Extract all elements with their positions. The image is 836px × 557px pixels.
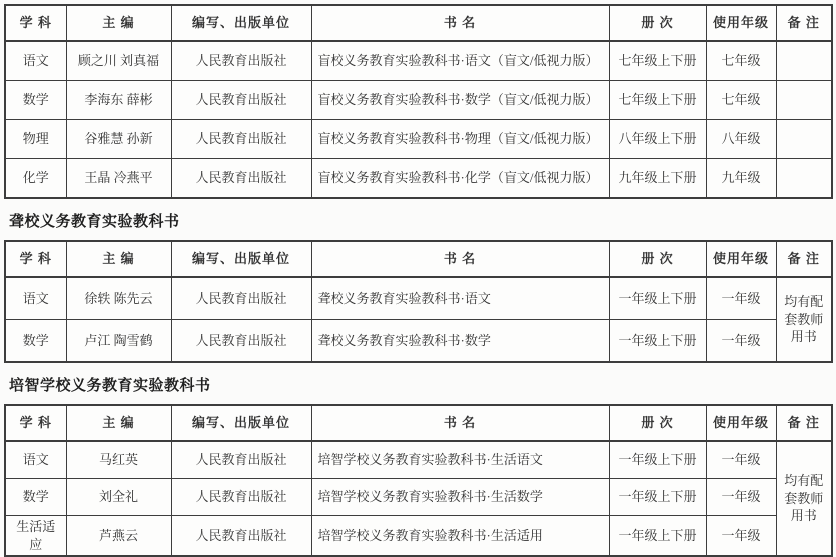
column-header-1: 主 编 [66, 405, 171, 441]
cell-volumes: 一年级上下册 [609, 479, 706, 516]
cell-grade: 一年级 [706, 441, 776, 479]
cell-editors: 卢江 陶雪鹤 [66, 320, 171, 363]
header-row [5, 405, 832, 441]
column-header-4: 册 次 [609, 5, 706, 41]
cell-subject: 数学 [5, 320, 66, 363]
deaf-school-section-title: 聋校义务教育实验教科书 [9, 213, 180, 230]
cell-publisher: 人民教育出版社 [171, 516, 311, 557]
cell-book: 培智学校义务教育实验教科书·生活语文 [311, 441, 609, 479]
tables-wrap [4, 4, 832, 557]
cell-grade: 八年级 [706, 120, 776, 159]
cell-volumes: 七年级上下册 [609, 81, 706, 120]
cell-subject: 生活适应 [5, 516, 66, 557]
intellectual-disability-school-textbook-table [4, 404, 833, 557]
blind-school-textbook-table [4, 4, 833, 199]
column-header-3: 书 名 [311, 241, 609, 277]
column-header-0: 学 科 [5, 5, 66, 41]
cell-editors: 刘全礼 [66, 479, 171, 516]
column-header-5: 使用年级 [706, 405, 776, 441]
cell-remark-merged: 均有配套教师用书 [776, 277, 832, 362]
table-row [5, 277, 832, 320]
cell-remark [776, 159, 832, 199]
table-row [5, 320, 832, 363]
cell-subject: 语文 [5, 41, 66, 81]
cell-subject: 语文 [5, 277, 66, 320]
column-header-4: 册 次 [609, 241, 706, 277]
column-header-1: 主 编 [66, 5, 171, 41]
intellectual-disability-school-section-title: 培智学校义务教育实验教科书 [9, 377, 211, 394]
table-row [5, 516, 832, 557]
column-header-0: 学 科 [5, 241, 66, 277]
column-header-2: 编写、出版单位 [171, 405, 311, 441]
cell-publisher: 人民教育出版社 [171, 320, 311, 363]
cell-book: 盲校义务教育实验教科书·物理（盲文/低视力版） [311, 120, 609, 159]
column-header-2: 编写、出版单位 [171, 241, 311, 277]
header-row [5, 5, 832, 41]
cell-remark-merged: 均有配套教师用书 [776, 441, 832, 556]
cell-publisher: 人民教育出版社 [171, 120, 311, 159]
cell-book: 聋校义务教育实验教科书·数学 [311, 320, 609, 363]
cell-editors: 马红英 [66, 441, 171, 479]
column-header-5: 使用年级 [706, 5, 776, 41]
cell-book: 盲校义务教育实验教科书·化学（盲文/低视力版） [311, 159, 609, 199]
cell-editors: 芦燕云 [66, 516, 171, 557]
column-header-1: 主 编 [66, 241, 171, 277]
column-header-6: 备 注 [776, 5, 832, 41]
column-header-0: 学 科 [5, 405, 66, 441]
column-header-3: 书 名 [311, 405, 609, 441]
cell-publisher: 人民教育出版社 [171, 441, 311, 479]
column-header-6: 备 注 [776, 241, 832, 277]
deaf-school-textbook-table [4, 240, 833, 363]
table-row [5, 441, 832, 479]
cell-publisher: 人民教育出版社 [171, 277, 311, 320]
cell-grade: 一年级 [706, 320, 776, 363]
cell-book: 盲校义务教育实验教科书·语文（盲文/低视力版） [311, 41, 609, 81]
table-row [5, 81, 832, 120]
cell-volumes: 一年级上下册 [609, 516, 706, 557]
cell-grade: 七年级 [706, 41, 776, 81]
cell-publisher: 人民教育出版社 [171, 159, 311, 199]
cell-grade: 一年级 [706, 479, 776, 516]
cell-volumes: 一年级上下册 [609, 277, 706, 320]
cell-editors: 李海东 薛彬 [66, 81, 171, 120]
column-header-4: 册 次 [609, 405, 706, 441]
header-row [5, 241, 832, 277]
cell-book: 培智学校义务教育实验教科书·生活数学 [311, 479, 609, 516]
cell-book: 聋校义务教育实验教科书·语文 [311, 277, 609, 320]
cell-grade: 一年级 [706, 277, 776, 320]
cell-editors: 王晶 冷燕平 [66, 159, 171, 199]
cell-editors: 顾之川 刘真福 [66, 41, 171, 81]
cell-volumes: 九年级上下册 [609, 159, 706, 199]
cell-book: 盲校义务教育实验教科书·数学（盲文/低视力版） [311, 81, 609, 120]
column-header-3: 书 名 [311, 5, 609, 41]
cell-subject: 语文 [5, 441, 66, 479]
table-row [5, 479, 832, 516]
cell-grade: 七年级 [706, 81, 776, 120]
cell-remark [776, 41, 832, 81]
cell-subject: 物理 [5, 120, 66, 159]
cell-editors: 徐轶 陈先云 [66, 277, 171, 320]
cell-editors: 谷雅慧 孙新 [66, 120, 171, 159]
cell-subject: 化学 [5, 159, 66, 199]
cell-grade: 一年级 [706, 516, 776, 557]
cell-volumes: 一年级上下册 [609, 320, 706, 363]
cell-book: 培智学校义务教育实验教科书·生活适用 [311, 516, 609, 557]
cell-publisher: 人民教育出版社 [171, 41, 311, 81]
cell-publisher: 人民教育出版社 [171, 81, 311, 120]
cell-subject: 数学 [5, 479, 66, 516]
table-row [5, 41, 832, 81]
column-header-6: 备 注 [776, 405, 832, 441]
cell-grade: 九年级 [706, 159, 776, 199]
cell-remark [776, 120, 832, 159]
cell-volumes: 七年级上下册 [609, 41, 706, 81]
cell-volumes: 八年级上下册 [609, 120, 706, 159]
column-header-2: 编写、出版单位 [171, 5, 311, 41]
table-row [5, 120, 832, 159]
cell-volumes: 一年级上下册 [609, 441, 706, 479]
table-row [5, 159, 832, 199]
column-header-5: 使用年级 [706, 241, 776, 277]
cell-subject: 数学 [5, 81, 66, 120]
cell-remark [776, 81, 832, 120]
cell-publisher: 人民教育出版社 [171, 479, 311, 516]
